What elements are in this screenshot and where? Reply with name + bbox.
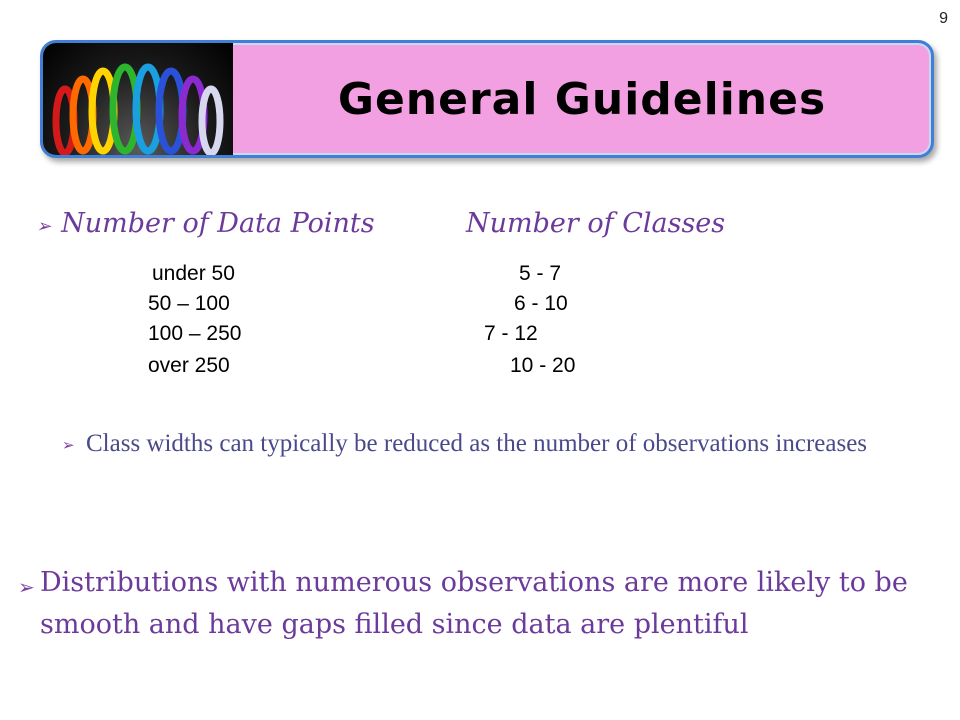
table-header — [36, 208, 726, 239]
cell-classes: 5 - 7 — [519, 262, 562, 285]
main-bullet — [18, 562, 938, 646]
cell-points: 100 – 250 — [148, 322, 242, 345]
cell-points: under 50 — [152, 262, 235, 285]
cell-classes: 7 - 12 — [484, 322, 538, 345]
arrow-bullet-icon: ➢ — [18, 575, 35, 599]
header-data-points: Number of Data Points — [61, 208, 375, 239]
arrow-bullet-icon: ➢ — [62, 438, 75, 454]
sub-bullet-text: Class widths can typically be reduced as the number of observations increases — [86, 430, 868, 457]
page-title: General Guidelines — [337, 73, 827, 125]
header-number-of-classes: Number of Classes — [466, 208, 726, 239]
main-bullet-text: Distributions with numerous observations are more likely to be smooth and have gaps filled since data are plentiful — [40, 567, 908, 640]
arrow-bullet-icon: ➢ — [36, 216, 52, 237]
sub-bullet — [62, 428, 932, 460]
slide-number: 9 — [939, 10, 948, 27]
cell-points: 50 – 100 — [148, 292, 230, 315]
title-banner — [40, 40, 934, 158]
cell-classes: 10 - 20 — [510, 354, 576, 377]
cell-points: over 250 — [148, 354, 230, 377]
rainbow-rings-image — [43, 43, 233, 155]
cell-classes: 6 - 10 — [514, 292, 568, 315]
